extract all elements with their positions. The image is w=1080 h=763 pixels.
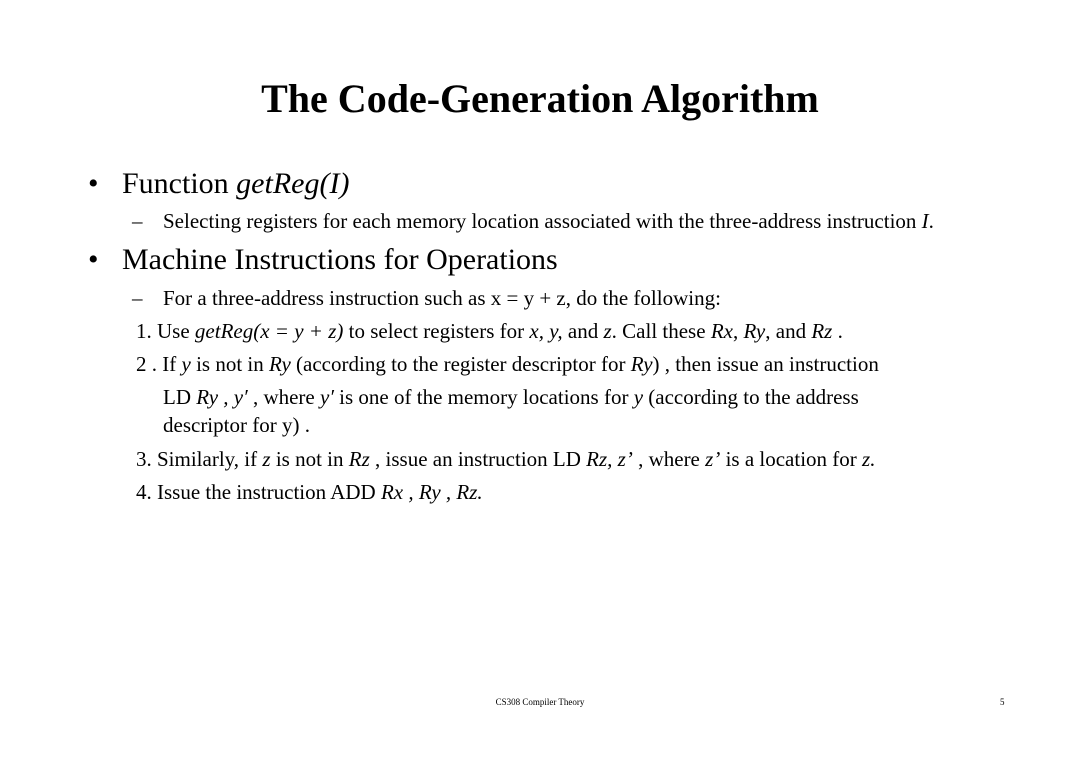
step-text-italic: z xyxy=(262,447,271,471)
step-text-italic: Rx , Ry , Rz. xyxy=(380,480,483,504)
step-text: , issue an instruction LD xyxy=(369,447,587,471)
step-text: and xyxy=(562,319,604,343)
step-text-italic: y xyxy=(633,385,644,409)
bullet-text-italic: getReg(I) xyxy=(236,167,350,200)
step-text: , where xyxy=(247,385,320,409)
step-text-italic: Rz xyxy=(348,447,370,471)
step-text: , and xyxy=(765,319,812,343)
step-text: is not in xyxy=(270,447,349,471)
bullet-text xyxy=(122,166,349,202)
subpoint-text-end: . xyxy=(928,209,934,233)
step-text: (according to the register descriptor for xyxy=(290,352,631,376)
step-text: is a location for xyxy=(720,447,863,471)
step-2 xyxy=(136,351,879,377)
step-text: , xyxy=(732,319,744,343)
step-text: 2 . If xyxy=(136,352,182,376)
slide-footer: CS308 Compiler Theory xyxy=(495,697,585,707)
step-text-italic: Ry xyxy=(269,352,291,376)
step-text-italic: z. xyxy=(862,447,876,471)
step-4 xyxy=(136,479,483,505)
dash-marker: – xyxy=(132,286,143,310)
subpoint-text-plain: Selecting registers for each memory location associated with the three-address instruction xyxy=(163,209,922,233)
bullet-marker: • xyxy=(88,243,99,276)
step-text: . xyxy=(832,319,843,343)
step-text-italic: y xyxy=(181,352,191,376)
step-2-continuation-end: descriptor for y) . xyxy=(163,413,310,437)
step-text-italic: getReg(x = y + z) xyxy=(194,319,344,343)
bullet-text: Machine Instructions for Operations xyxy=(122,243,558,276)
step-text-italic: Rz xyxy=(811,319,833,343)
step-text: 1. Use xyxy=(136,319,195,343)
step-text-italic: Ry xyxy=(743,319,766,343)
step-text-italic: Ry xyxy=(630,352,653,376)
step-text: 3. Similarly, if xyxy=(136,447,263,471)
subpoint-text-italic: I xyxy=(921,209,929,233)
step-text: , where xyxy=(632,447,706,471)
step-1 xyxy=(136,318,843,344)
step-text: LD xyxy=(163,385,197,409)
bullet-marker: • xyxy=(88,167,99,200)
step-text: (according to the address xyxy=(643,385,859,409)
step-text: ) , then issue an instruction xyxy=(652,352,879,376)
page-number: 5 xyxy=(1000,697,1005,707)
dash-marker: – xyxy=(132,209,143,233)
step-text: is one of the memory locations for xyxy=(333,385,634,409)
step-text: . Call these xyxy=(611,319,711,343)
subpoint-text xyxy=(163,208,934,234)
step-text-italic: z’ xyxy=(705,447,721,471)
step-text: 4. Issue the instruction ADD xyxy=(136,480,381,504)
step-text: is not in xyxy=(190,352,270,376)
step-text-italic: z xyxy=(603,319,612,343)
step-text-italic: Ry , y′ xyxy=(196,385,248,409)
step-3 xyxy=(136,446,875,472)
step-text-italic: Rx xyxy=(710,319,733,343)
step-text-italic: y′ xyxy=(320,385,334,409)
slide-title: The Code-Generation Algorithm xyxy=(261,76,819,121)
step-text-italic: x, y, xyxy=(529,319,563,343)
step-text: to select registers for xyxy=(343,319,530,343)
subpoint-text: For a three-address instruction such as x = y + z, do the following: xyxy=(163,286,721,310)
bullet-text-plain: Function xyxy=(122,167,237,200)
step-2-continuation xyxy=(163,384,859,410)
step-text-italic: Rz, z’ xyxy=(586,447,633,471)
